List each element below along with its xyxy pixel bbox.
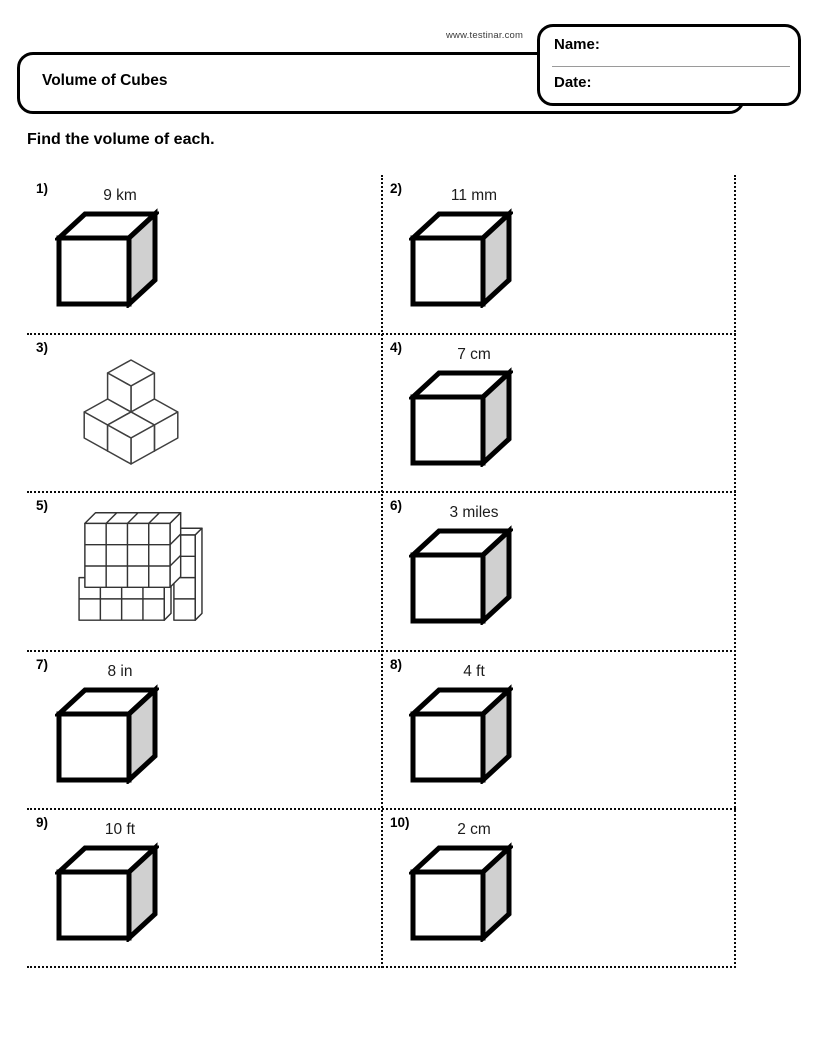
edge-length-label: 3 miles: [449, 504, 499, 522]
problem-number: 3): [36, 339, 49, 355]
problem-number: 6): [390, 498, 403, 514]
edge-length-label: 8 in: [107, 662, 133, 680]
edge-length-label: 2 cm: [457, 821, 491, 839]
problem-number: 5): [36, 498, 49, 514]
cube-figure: [55, 663, 159, 784]
grid-cube-figure: [75, 506, 207, 626]
problem-number: 9): [36, 815, 49, 831]
name-fill-line: [552, 66, 790, 67]
main-block: [85, 513, 181, 588]
cube-figure: [55, 821, 159, 942]
problem-cell-3: [27, 334, 381, 493]
cube-figure: [409, 504, 513, 625]
edge-length-label: 4 ft: [463, 662, 485, 680]
edge-length-label: 11 mm: [450, 187, 498, 204]
edge-length-label: 10 ft: [104, 821, 136, 839]
problem-cell-4: [381, 334, 736, 493]
date-label: Date:: [554, 74, 592, 91]
problem-cell-8: [381, 651, 736, 810]
website-url: www.testinar.com: [446, 30, 524, 41]
problem-cell-6: [381, 492, 736, 651]
cube-drawing: [409, 525, 513, 625]
problem-cell-10: [381, 809, 736, 968]
cube-figure: [55, 187, 159, 308]
problem-number: 10): [390, 815, 410, 831]
problem-grid: [27, 175, 736, 968]
cube-drawing: [409, 842, 513, 942]
problem-number: 7): [36, 656, 49, 672]
problem-cell-2: [381, 175, 736, 334]
cube-drawing: [409, 367, 513, 467]
page-title: Volume of Cubes: [42, 72, 168, 89]
problem-number: 8): [390, 656, 403, 672]
problem-number: 1): [36, 181, 49, 196]
instruction-text: Find the volume of each.: [27, 131, 215, 148]
cube-drawing: [55, 684, 159, 784]
cube-drawing: [409, 208, 513, 308]
problem-number: 2): [390, 181, 403, 196]
cube-drawing: [55, 842, 159, 942]
problem-cell-7: [27, 651, 381, 810]
edge-length-label: 7 cm: [457, 345, 491, 363]
cube-figure: [409, 821, 513, 942]
name-label: Name:: [554, 36, 600, 53]
grid-cube-drawing: [75, 506, 207, 626]
cube-figure: [409, 663, 513, 784]
unit-cubes-drawing: [83, 358, 179, 466]
problem-number: 4): [390, 339, 403, 355]
cube-figure: [409, 187, 513, 308]
problem-cell-5: [27, 492, 381, 651]
problem-cells: [27, 175, 736, 968]
name-date-box: [537, 24, 801, 106]
problem-cell-1: [27, 175, 381, 334]
cube-figure: [409, 346, 513, 467]
problem-cell-9: [27, 809, 381, 968]
cube-drawing: [55, 208, 159, 308]
edge-length-label: 9 km: [103, 187, 137, 204]
unit-cubes-figure: [83, 358, 179, 466]
cube-drawing: [409, 684, 513, 784]
